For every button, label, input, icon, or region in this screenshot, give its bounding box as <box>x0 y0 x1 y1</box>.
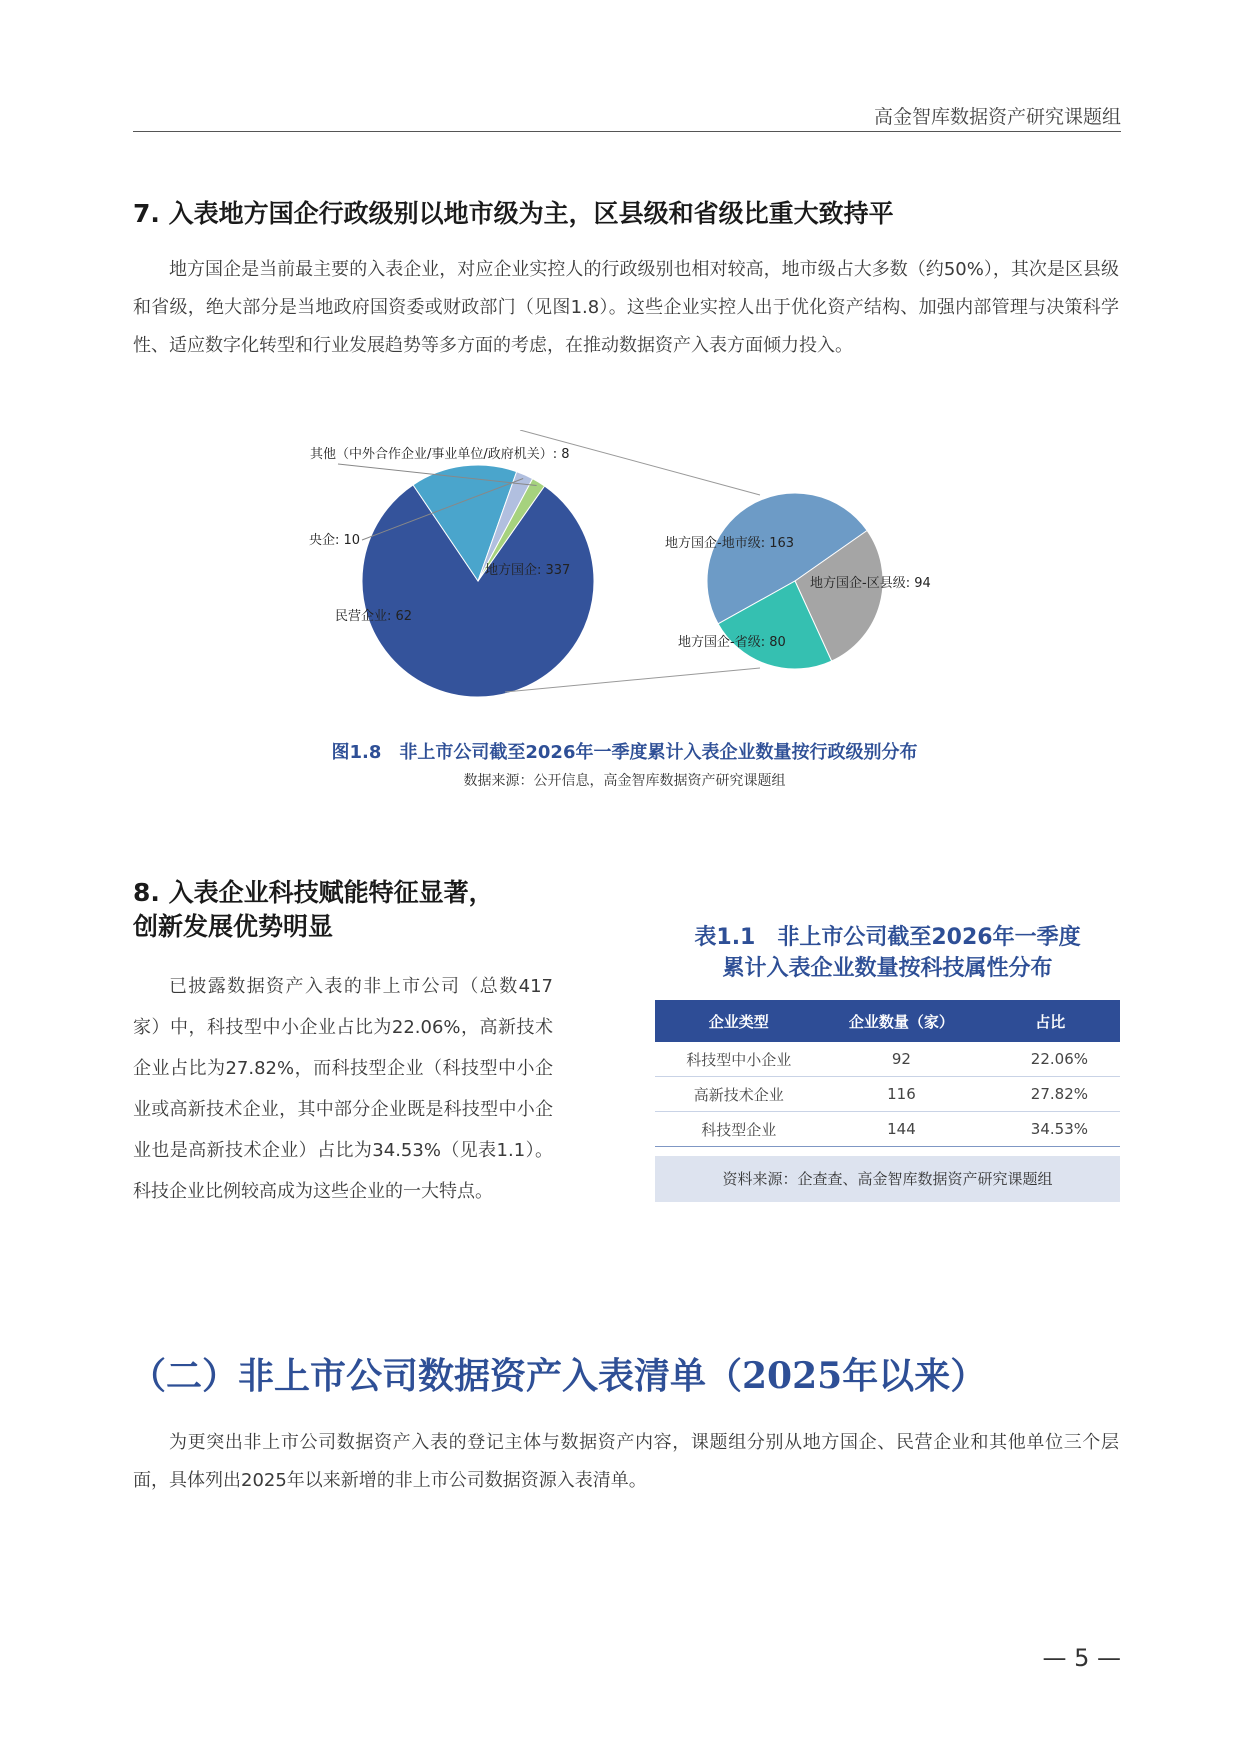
connector-line-top <box>520 430 760 495</box>
table-title-line2: 累计入表企业数量按科技属性分布 <box>722 956 1053 981</box>
table-row <box>655 1077 1120 1112</box>
label-central-soe: 央企: 10 <box>308 533 360 548</box>
table-cell-count: 116 <box>822 1077 980 1112</box>
section-2-paragraph: 为更突出非上市公司数据资产入表的登记主体与数据资产内容，课题组分别从地方国企、民营企业和其他单位三个层面，具体列出2025年以来新增的非上市公司数据资源入表清单。 <box>133 1432 1119 1491</box>
table-header-type: 企业类型 <box>655 1000 822 1042</box>
section-7-paragraph: 地方国企是当前最主要的入表企业，对应企业实控人的行政级别也相对较高，地市级占大多数（约50%），其次是区县级和省级，绝大部分是当地政府国资委或财政部门（见图1.8）。这些企业实控人出于优化资产结构、加强内部管理与决策科学性、适应数字化转型和行业发展趋势等多方面的考虑，在推动数据资产入表方面倾力投入。 <box>133 259 1119 356</box>
label-province-level: 地方国企-省级: 80 <box>678 635 786 650</box>
section-8-title <box>133 876 613 944</box>
main-pie <box>362 465 594 697</box>
section-8-paragraph: 已披露数据资产入表的非上市公司（总数417家）中，科技型中小企业占比为22.06%，高新技术企业占比为27.82%，而科技型企业（科技型中小企业或高新技术企业，其中部分企业既是科技型中小企业也是高新技术企业）占比为34.53%（见表1.1）。科技企业比例较高成为这些企业的一大特点。 <box>133 976 553 1202</box>
figure-1-8 <box>0 430 1249 730</box>
header-divider <box>133 131 1121 132</box>
table-row <box>655 1042 1120 1077</box>
page-header-title: 高金智库数据资产研究课题组 <box>873 106 1121 128</box>
table-header-row <box>655 1000 1120 1042</box>
table-row <box>655 1112 1120 1147</box>
table-cell-ratio: 27.82% <box>980 1077 1120 1112</box>
label-county-level: 地方国企-区县级: 94 <box>810 576 931 591</box>
table-cell-ratio: 34.53% <box>980 1112 1120 1147</box>
page-number: — 5 — <box>1042 1644 1121 1672</box>
label-local-soe: 地方国企: 337 <box>485 563 571 578</box>
table-title <box>655 922 1120 984</box>
section-2-title: （二）非上市公司数据资产入表清单（2025年以来） <box>130 1355 987 1397</box>
table-header-ratio: 占比 <box>980 1000 1120 1042</box>
table-cell-type: 高新技术企业 <box>655 1077 822 1112</box>
table-source: 资料来源：企查查、高金智库数据资产研究课题组 <box>655 1156 1120 1202</box>
table-cell-ratio: 22.06% <box>980 1042 1120 1077</box>
figure-caption: 图1.8 非上市公司截至2026年一季度累计入表企业数量按行政级别分布 <box>331 742 918 763</box>
figure-source: 数据来源：公开信息，高金智库数据资产研究课题组 <box>463 773 786 789</box>
section-8-title-line1: 8. 入表企业科技赋能特征显著， <box>133 878 494 907</box>
table-cell-type: 科技型企业 <box>655 1112 822 1147</box>
pie-chart <box>0 430 1249 730</box>
section-7-title: 7. 入表地方国企行政级别以地市级为主，区县级和省级比重大致持平 <box>133 199 894 228</box>
label-other: 其他（中外合作企业/事业单位/政府机关）: 8 <box>310 447 570 462</box>
tech-distribution-table <box>655 1000 1120 1147</box>
label-city-level: 地方国企-地市级: 163 <box>665 536 795 551</box>
table-header-count: 企业数量（家） <box>822 1000 980 1042</box>
section-8-title-line2: 创新发展优势明显 <box>133 912 334 941</box>
table-cell-type: 科技型中小企业 <box>655 1042 822 1077</box>
table-title-line1: 表1.1 非上市公司截至2026年一季度 <box>694 925 1081 950</box>
table-cell-count: 92 <box>822 1042 980 1077</box>
label-private: 民营企业: 62 <box>335 609 413 624</box>
table-cell-count: 144 <box>822 1112 980 1147</box>
